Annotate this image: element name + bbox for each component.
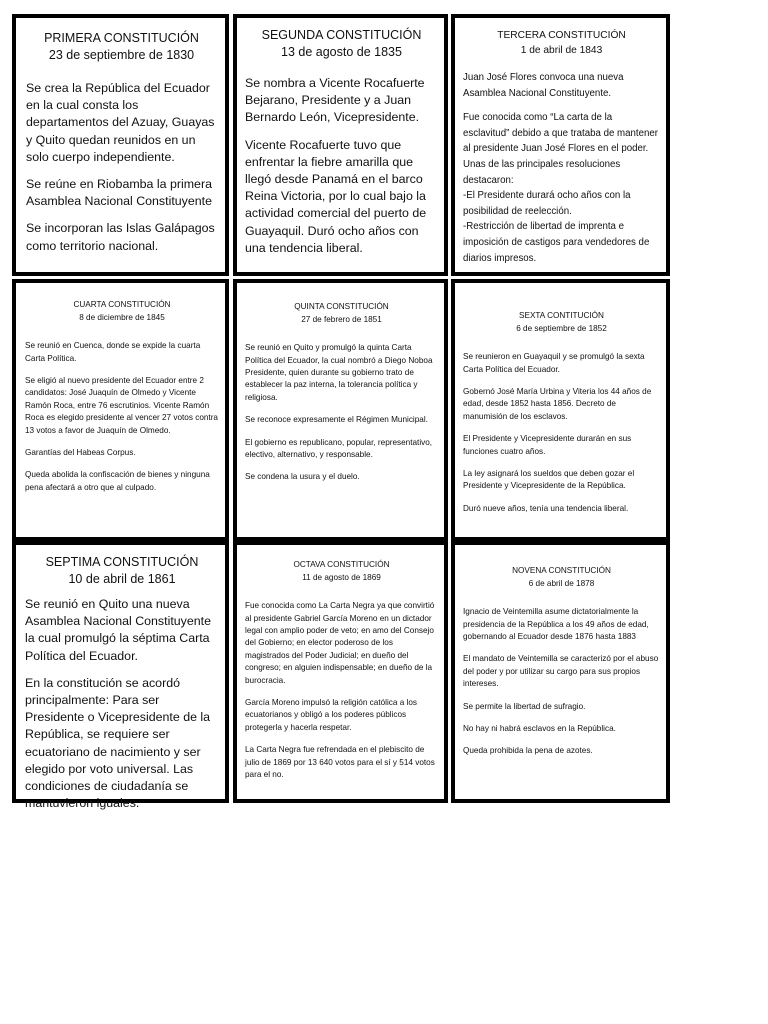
card-quinta-constitucion — [233, 279, 448, 541]
card-paragraph: Se permite la libertad de sufragio. — [463, 701, 586, 711]
card-paragraph: Fue conocida como La Carta Negra ya que convirtió al presidente Gabriel García Moreno en un dictador legal con amplio poder de veto; en amo del Consejo del Gobierno; en elector poderoso de los magistrados del Poder Judicial; en dueño del congreso; en alguien indispensable; en dueño de la burocracia. — [245, 601, 435, 685]
card-title: TERCERA CONSTITUCIÓN — [497, 30, 626, 41]
card-date: 10 de abril de 1861 — [68, 572, 176, 586]
card-header — [25, 554, 219, 588]
card-paragraph: Gobernó José María Urbina y Viteria los 44 años de edad, desde 1852 hasta 1856. Decreto de manumisión de los esclavos. — [463, 387, 652, 421]
card-paragraph: Queda prohibida la pena de azotes. — [463, 746, 593, 756]
card-paragraph: En la constitución se acordó principalmente: Para ser Presidente o Vicepresidente de la República, se requiere ser ecuatoriano de nacimiento y ser elegido por voto universal. Las condiciones de ciudadanía se mantuvieron iguales. — [25, 675, 211, 811]
card-header — [463, 565, 660, 590]
card-segunda-constitucion — [233, 14, 448, 276]
card-paragraph: Vicente Rocafuerte tuvo que enfrentar la fiebre amarilla que llegó desde Panamá en el barco Reina Victoria, por lo cual bajo la actividad comercial del puerto de Guayaquil. Duró ocho años con una tendencia liberal. — [245, 137, 427, 255]
card-paragraph: Se reconoce expresamente el Régimen Municipal. — [245, 415, 428, 425]
card-title: SEGUNDA CONSTITUCIÓN — [261, 28, 422, 42]
card-header — [245, 27, 438, 61]
card-paragraph: El mandato de Veintemilla se caracterizó por el abuso del poder y por utilizar su cargo para sus propios intereses. — [463, 654, 659, 689]
card-octava-constitucion — [233, 541, 448, 803]
card-paragraph: No hay ni habrá esclavos en la República. — [463, 724, 616, 734]
card-title: CUARTA CONSTITUCIÓN — [73, 300, 171, 309]
card-title: PRIMERA CONSTITUCIÓN — [44, 31, 199, 45]
constitution-cards-grid — [12, 14, 670, 811]
card-paragraph: Se crea la República del Ecuador en la cual consta los departamentos del Azuay, Guayas y Quito quedan reunidos en un solo cuerpo independiente. — [26, 81, 215, 164]
card-paragraph: Se nombra a Vicente Rocafuerte Bejarano, Presidente y a Juan Bernardo León, Vicepresidente. — [245, 76, 425, 125]
card-paragraph: Queda abolida la confiscación de bienes y ninguna pena afectará a otro que al culpado. — [25, 470, 210, 492]
card-paragraph: Se reunió en Quito una nueva Asamblea Nacional Constituyente la cual promulgó la séptima Carta Política del Ecuador. — [25, 597, 211, 663]
card-date: 11 de agosto de 1869 — [302, 572, 381, 582]
card-title: SEXTA CONTITUCIÓN — [519, 311, 604, 320]
card-paragraph: Se reunieron en Guayaquil y se promulgó la sexta Carta Política del Ecuador. — [463, 352, 645, 374]
card-date: 27 de febrero de 1851 — [301, 314, 382, 324]
card-paragraph: La ley asignará los sueldos que deben gozar el Presidente y Vicepresidente de la República. — [463, 469, 635, 491]
card-title: OCTAVA CONSTITUCIÓN — [293, 560, 390, 569]
card-title: SEPTIMA CONSTITUCIÓN — [45, 555, 199, 569]
card-paragraph: Se reúne en Riobamba la primera Asamblea Nacional Constituyente — [26, 177, 212, 209]
card-paragraph: El gobierno es republicano, popular, representativo, electivo, alternativo, y responsable. — [245, 437, 433, 460]
card-date: 8 de diciembre de 1845 — [79, 312, 165, 322]
card-header — [463, 28, 660, 58]
card-date: 13 de agosto de 1835 — [281, 45, 402, 59]
card-title: QUINTA CONSTITUCIÓN — [294, 302, 389, 311]
card-header — [26, 30, 217, 64]
card-paragraph: Se eligió al nuevo presidente del Ecuador entre 2 candidatos: José Juaquín de Olmedo y Vicente Ramón Roca, entre 76 escrutinios. Vicente Ramón Roca es elegido presidente al vencer 27 votos contra 13 votos a favor de Juaquín de Olmedo. — [25, 376, 218, 435]
card-header — [25, 299, 219, 324]
card-paragraph: Se reunió en Quito y promulgó la quinta Carta Política del Ecuador, la cual nombró a Diego Noboa Presidente, quien durante su gobierno trato de establecer la paz interna, la tolerancia política y religiosa. — [245, 343, 433, 402]
card-date: 1 de abril de 1843 — [520, 45, 603, 56]
card-tercera-constitucion — [451, 14, 670, 276]
card-date: 6 de abril de 1878 — [528, 578, 595, 588]
card-paragraph: Se reunió en Cuenca, donde se expide la cuarta Carta Política. — [25, 341, 201, 363]
card-sexta-constitucion — [451, 279, 670, 541]
card-paragraph: La Carta Negra fue refrendada en el plebiscito de julio de 1869 por 13 640 votos para el sí y 514 votos para el no. — [245, 745, 435, 780]
card-paragraph: Garantías del Habeas Corpus. — [25, 448, 136, 458]
card-date: 23 de septiembre de 1830 — [48, 48, 195, 62]
card-paragraph: El Presidente y Vicepresidente durarán en sus funciones cuatro años. — [463, 434, 632, 456]
card-primera-constitucion — [12, 14, 229, 276]
card-title: NOVENA CONSTITUCIÓN — [512, 566, 611, 575]
card-paragraph: Ignacio de Veintemilla asume dictatorialmente la presidencia de la República a los 49 años de edad, gobernando al Ecuador desde 1876 hasta 1883 — [463, 607, 649, 641]
card-paragraph: Duró nueve años, tenía una tendencia liberal. — [463, 503, 629, 513]
card-paragraph: García Moreno impulsó la religión católica a los ecuatorianos y obligó a los poderes públicos protegerla y hacerla respetar. — [245, 698, 418, 732]
card-header — [245, 301, 438, 326]
card-header — [463, 310, 660, 335]
card-septima-constitucion — [12, 541, 229, 811]
card-novena-constitucion — [451, 541, 670, 803]
card-paragraph: Juan José Flores convoca una nueva Asamblea Nacional Constituyente. — [463, 72, 624, 99]
card-cuarta-constitucion — [12, 279, 229, 541]
card-date: 6 de septiembre de 1852 — [516, 323, 607, 333]
card-header — [245, 559, 438, 584]
card-paragraph: Se incorporan las Islas Galápagos como territorio nacional. — [26, 221, 215, 253]
card-paragraph: Fue conocida como “La carta de la esclavitud” debido a que trataba de mantener al presidente Juan José Flores en el poder. Unas de las principales resoluciones destacaron: -El Presidente durará ocho años con la posibilidad de reelección. -Restricción de libertad de imprenta e imposición de castigos para vendedores de diarios impresos. — [463, 112, 658, 264]
card-paragraph: Se condena la usura y el duelo. — [245, 472, 360, 482]
